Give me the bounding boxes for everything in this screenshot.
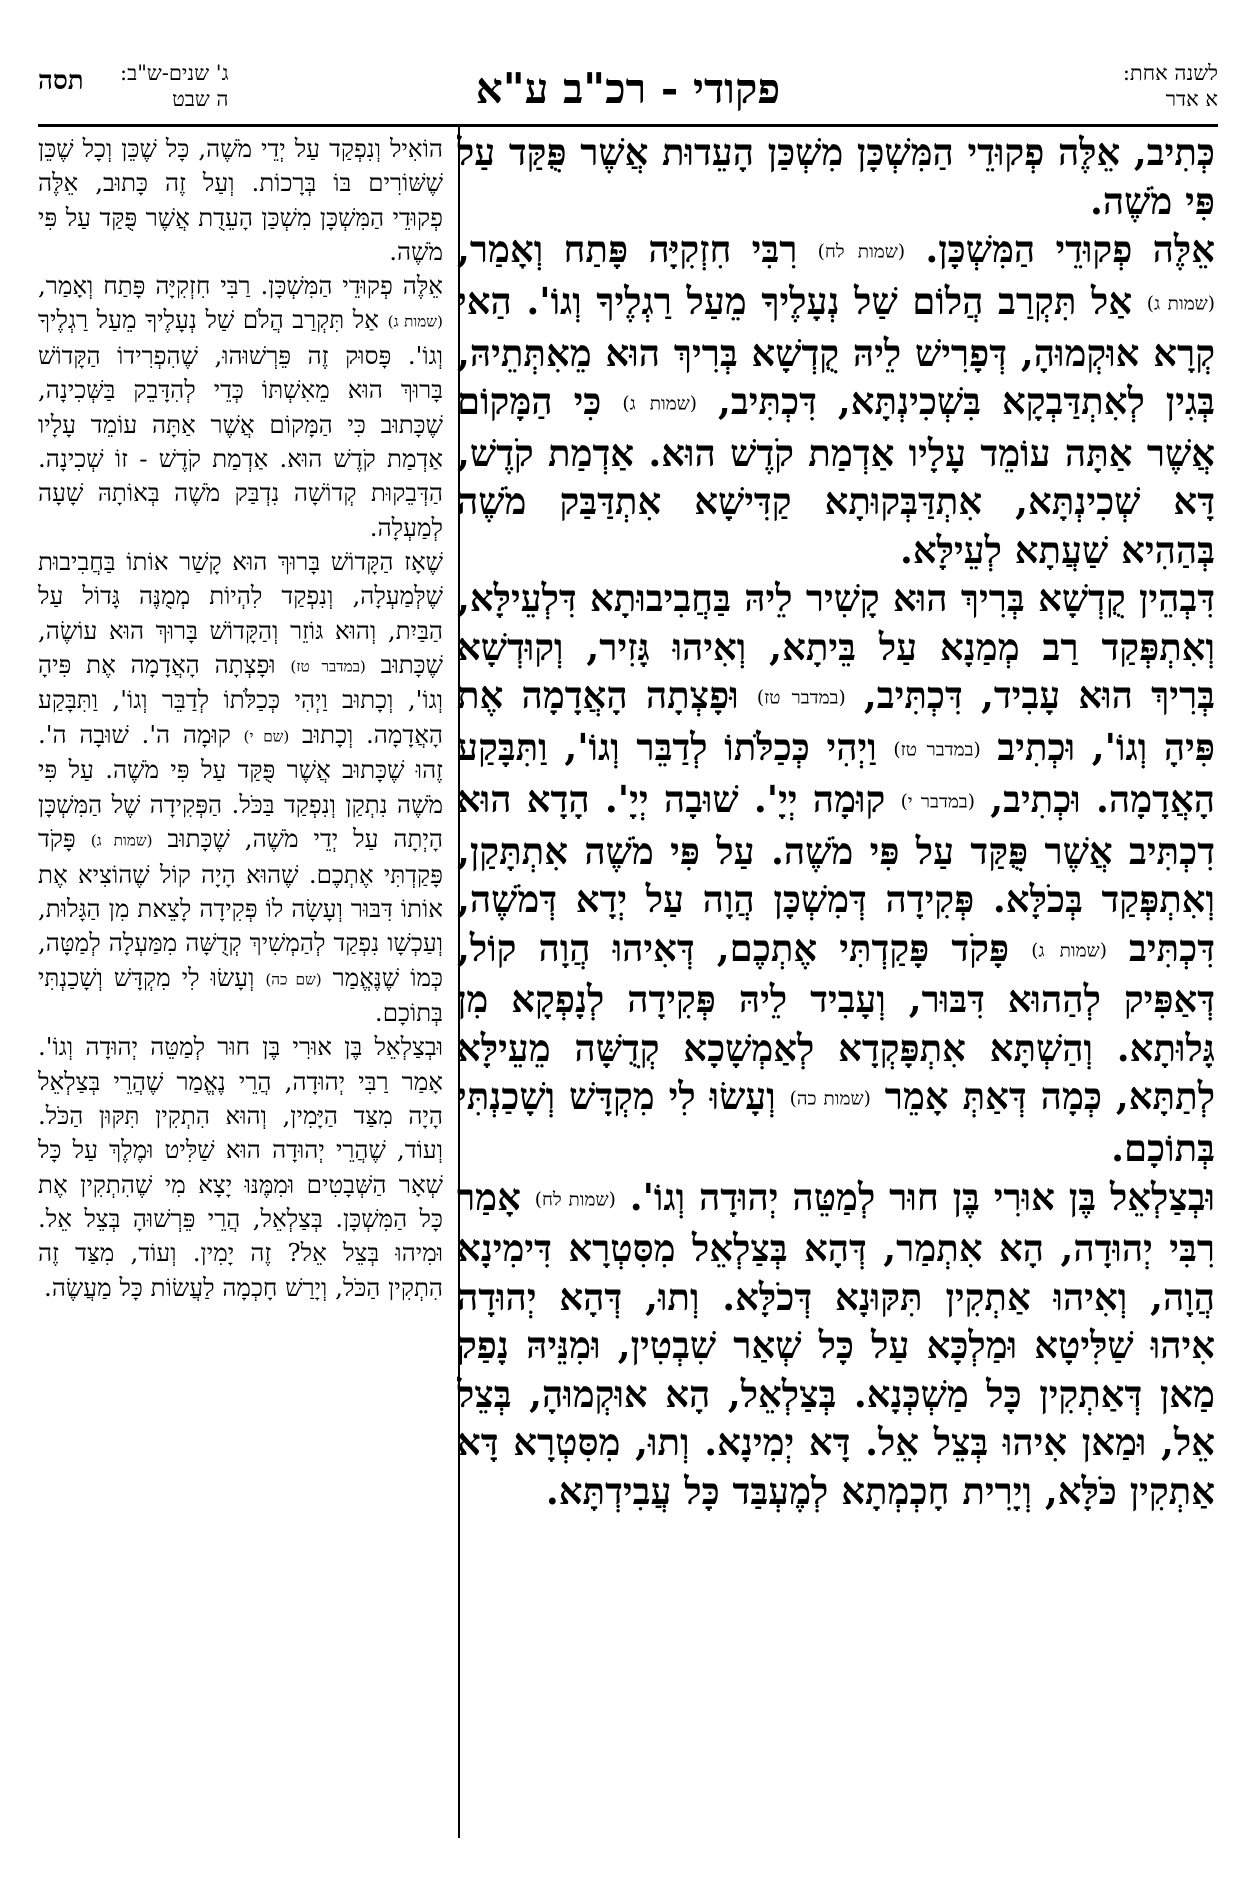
verse-reference: (במדבר י) (900, 791, 975, 812)
translation-paragraph (38, 545, 443, 1031)
verse-reference: (שמות ג) (622, 393, 698, 415)
schedule-label: לשנה אחת: (1122, 61, 1218, 85)
text-segment: דִּבְהֵין קֻדְשָׁא בְּרִיךְ הוּא קָשִׁיר לֵיהּ בַּחֲבִיבוּתָא דִּלְעֵילָּא, וְאִתְפְּקַד רַב מְמַנָא עַל בֵּיתָא, וְאִיהוּ גָּזִיר, וְקוּדְשָׁא בְּרִיךְ הוּא עָבִיד, דִּכְתִּיב, (457, 576, 1215, 718)
zohar-paragraph (457, 1173, 1215, 1516)
text-segment: רִבִּי חִזְקִיָּה פָּתַח וְאָמַר, (457, 227, 818, 271)
text-segment: וּפָצְתָה הָאֲדָמָה אֶת פִּיהָ וְגוֹ', וּכְתִיב (457, 673, 1215, 769)
text-segment: כְּתִיב, אֵלֶּה פְקוּדֵי הַמִּשְׁכָּן מִשְׁכַּן הָעֵדוּת אֲשֶׁר פֻּקַּד עַל פִּי מֹשֶׁה. (457, 130, 1215, 223)
hebrew-translation-column (38, 132, 443, 1832)
text-segment: אַל תִּקְרַב הֲלֹם שַׁל נְעָלֶיךָ מֵעַל רַגְלֶיךָ וְגוֹ'. פָּסוּק זֶה פֵּרְשׁוּהוּ, שֶׁהִפְרִידוֹ הַקָּדוֹשׁ בָּרוּךְ הוּא מֵאִשְׁתּוֹ כְּדֵי לְהִדָּבֵק בַּשְּׁכִינָה, שֶׁכָּתוּב כִּי הַמָּקוֹם אֲשֶׁר אַתָּה עוֹמֵד עָלָיו אַדְמַת קֹדֶשׁ הוּא. אַדְמַת קֹדֶשׁ - זוֹ שְׁכִינָה. הַדְּבֵקוּת קְדוֹשָׁה נִדְבַּק מֹשֶׁה בְּאוֹתָהּ שָׁעָה לְמַעְלָה. (38, 305, 443, 542)
verse-reference: (שמות ג) (90, 831, 153, 850)
text-segment: פָּקֹד פָּקַדְתִּי אֶתְכֶם, דְּאִיהוּ הֲוָה קוֹל, דְּאַפִּיק לְהַהוּא דִּבּוּר, וְעָבִיד לֵיהּ פְּקִידָה לְנָפְקָא מִן גָּלוּתָא. וְהַשְׁתָּא אִתְפָּקְדָא לְאַמְשָׁכָא קְדֻשָּׁה מֵעֵילָּא לְתַתָּא, כְּמָה דְּאַתְּ אָמֵר (457, 925, 1215, 1119)
translation-paragraph (38, 132, 443, 269)
verse-reference: (שמות כה) (789, 1088, 871, 1110)
verse-reference: (שמות ג) (1146, 293, 1215, 314)
column-divider (458, 124, 460, 1838)
verse-reference: (במדבר טז) (893, 739, 981, 761)
text-segment: כִּי הַמָּקוֹם אֲשֶׁר אַתָּה עוֹמֵד עָלָיו אַדְמַת קֹדֶשׁ הוּא. אַדְמַת קֹדֶשׁ, דָּא שְׁכִינְתָּא, אִתְדַּבְּקוּתָא קַדִּישָׁא אִתְדַּבַּק מֹשֶׁה בְּהַהִיא שַׁעֲתָא לְעֵילָּא. (457, 379, 1215, 572)
verse-reference: (שמות ג) (387, 312, 443, 331)
text-segment: קוּמָה יְיָ'. שׁוּבָה יְיָ'. הָדָא הוּא דִכְתִּיב אֲשֶׁר פֻּקַּד עַל פִּי מֹשֶׁה. עַל פִּי מֹשֶׁה אִתְתָּקַן, וְאִתְפְּקַד בְּכֹלָּא. פְּקִידָה דְּמִשְׁכָּן הֲוָה עַל יְדָא דְּמֹשֶׁה, דִּכְתִּיב (457, 776, 1215, 970)
text-segment: פָּקֹד פָּקַדְתִּי אֶתְכֶם. שֶׁהוּא הָיָה קוֹל שֶׁהוֹצִיא אֶת אוֹתוֹ דִּבּוּר וְעָשָׂה לוֹ פְּקִידָה לָצֵאת מִן הַגָּלוּת, וְעַכְשָׁו נִפְקַד לְהַמְשִׁיךְ קְדֻשָּׁה מִמַּעְלָה לְמַטָּה, כְּמוֹ שֶׁנֶּאֱמַר (38, 823, 443, 992)
text-segment: אֵלֶּה פְקוּדֵי הַמִּשְׁכָּן. (905, 227, 1215, 271)
verse-reference: (שמות לח) (817, 241, 906, 263)
schedule-label: ג' שנים-ש"ב: (120, 61, 229, 85)
text-segment: אַל תִּקְרַב הֲלוֹם שַׁל נְעָלֶיךָ מֵעַל רַגְלֶיךָ וְגוֹ'. הַאי קְרָא אוּקְמוּהָ, דְּפָרִישׁ לֵיהּ קֻדְשָׁא בְּרִיךְ הוּא מֵאִתְּתֵיהּ, בְּגִין לְאִתְדַּבְקָא בִּשְׁכִינְתָּא, דִּכְתִּיב, (457, 278, 1215, 423)
verse-reference: (שם כה) (265, 969, 322, 988)
verse-reference: (שמות לח) (534, 1188, 616, 1210)
schedule-date: א אדר (1165, 87, 1218, 111)
page-header (38, 60, 1218, 127)
text-segment: וְעָשׂוּ לִי מִקְדָּשׁ וְשָׁכַנְתִּי בְּתוֹכָם. (457, 1074, 1215, 1170)
zohar-paragraph (457, 128, 1215, 225)
text-segment: וּבְצַלְאֵל בֶּן אוּרִי בֶּן חוּר לְמַטֵּה יְהוּדָה וְגוֹ'. (615, 1174, 1215, 1219)
zohar-paragraph (457, 574, 1215, 1172)
text-segment: אָמַר רִבִּי יְהוּדָה, הָא אִתְמַר, דְּהָא בְּצַלְאֵל מִסִּטְרָא דִּימִינָא הֲוָה, וְאִיהוּ אַתְקִין תִּקּוּנָא דְּכֹלָּא. וְתוּ, דְּהָא יְהוּדָה אִיהוּ שַׁלִּיטָא וּמַלְכָּא עַל כָּל שְׁאַר שִׁבְטִין, וּמִנֵּיהּ נָפַק מַאן דְּאַתְקִין כָּל מַשְׁכְּנָא. בְּצַלְאֵל, הָא אוּקְמוּהָ, בְּצֵל אֵל, וּמַאן אִיהוּ בְּצֵל אֵל. דָּא יְמִינָא. וְתוּ, מִסִּטְרָא דָּא אַתְקִין כֹּלָּא, וְיָרִית חָכְמְתָא לְמֶעְבַּד כָּל עֲבִידְתָּא. (457, 1174, 1215, 1513)
schedule-date: ה שבט (172, 87, 229, 111)
page-number: תסה (38, 66, 84, 96)
page-title: פקודי - רכ"ב ע"א (475, 64, 781, 113)
text-segment: קוּמָה ה'. שׁוּבָה ה'. זֶהוּ שֶׁכָּתוּב אֲשֶׁר פֻּקַּד עַל פִּי מֹשֶׁה. עַל פִּי מֹשֶׁה נִתְקַן וְנִפְקַד בַּכֹּל. הַפְּקִידָה שֶׁל הַמִּשְׁכָּן הָיְתָה עַל יְדֵי מֹשֶׁה, שֶׁכָּתוּב (38, 719, 443, 853)
text-segment: אֵלֶּה פְקוּדֵי הַמִּשְׁכָּן. רַבִּי חִזְקִיָּה פָּתַח וְאָמַר, (38, 271, 443, 301)
verse-reference: (שם י) (243, 727, 290, 746)
text-segment: וּבְצַלְאֵל בֶּן אוּרִי בֶּן חוּר לְמַטֵּה יְהוּדָה וְגוֹ'. אָמַר רַבִּי יְהוּדָה, הֲרֵי נֶאֱמַר שֶׁהֲרֵי בְּצַלְאֵל הָיָה מִצַּד הַיָּמִין, וְהוּא הִתְקִין תִּקּוּן הַכֹּל. וְעוֹד, שֶׁהֲרֵי יְהוּדָה הוּא שַׁלִּיט וּמֶלֶךְ עַל כָּל שְׁאָר הַשְּׁבָטִים וּמִמֶּנּוּ יָצָא מִי שֶׁהִתְקִין אֶת כָּל הַמִּשְׁכָּן. בְּצַלְאֵל, הֲרֵי פֵּרְשׁוּהָ בְּצֵל אֵל. וּמִיהוּ בְּצֵל אֵל? זֶה יָמִין. וְעוֹד, מִצַּד זֶה הִתְקִין הַכֹּל, וְיָרַשׁ חָכְמָה לַעֲשׂוֹת כָּל מַעֲשֶׂה. (38, 1032, 443, 1302)
zohar-aramaic-column (457, 128, 1215, 1838)
translation-paragraph (38, 1030, 443, 1304)
verse-reference: (במדבר טז) (756, 687, 846, 709)
verse-reference: (שמות ג) (1031, 939, 1107, 961)
zohar-paragraph (457, 225, 1215, 574)
text-segment: וּפָצְתָה הָאֲדָמָה אֶת פִּיהָ וְגוֹ', וְכָתוּב וַיְהִי כְּכַלֹּתוֹ לְדַבֵּר וְגוֹ', וַתִּבָּקַע הָאֲדָמָה. וְכָתוּב (38, 649, 443, 749)
text-segment: וַיְהִי כְּכַלֹּתוֹ לְדַבֵּר וְגוֹ', וַתִּבָּקַע הָאֲדָמָה. וּכְתִיב, (457, 725, 1215, 821)
verse-reference: (במדבר טז) (290, 657, 366, 676)
translation-paragraph (38, 269, 443, 545)
text-segment: וְעָשׂוּ לִי מִקְדָּשׁ וְשָׁכַנְתִּי בְּתוֹכָם. (38, 962, 443, 1028)
text-segment: הוֹאִיל וְנִפְקַד עַל יְדֵי מֹשֶׁה, כָּל שֶׁכֵּן וְכָל שֶׁכֵּן שֶׁשּׁוֹרִים בּוֹ בְּרָכוֹת. וְעַל זֶה כָּתוּב, אֵלֶּה פְקוּדֵי הַמִּשְׁכָּן מִשְׁכַּן הָעֵדֻת אֲשֶׁר פֻּקַּד עַל פִּי מֹשֶׁה. (38, 134, 443, 266)
study-schedule-three-years (120, 60, 229, 112)
text-segment: שֶׁאָז הַקָּדוֹשׁ בָּרוּךְ הוּא קָשַׁר אוֹתוֹ בַּחֲבִיבוּת שֶׁלְּמַעְלָה, וְנִפְקַד לִהְיוֹת מְמֻנֶּה גָּדוֹל עַל הַבַּיִת, וְהוּא גּוֹזֵר וְהַקָּדוֹשׁ בָּרוּךְ הוּא עוֹשֶׂה, שֶׁכָּתוּב (38, 546, 443, 679)
